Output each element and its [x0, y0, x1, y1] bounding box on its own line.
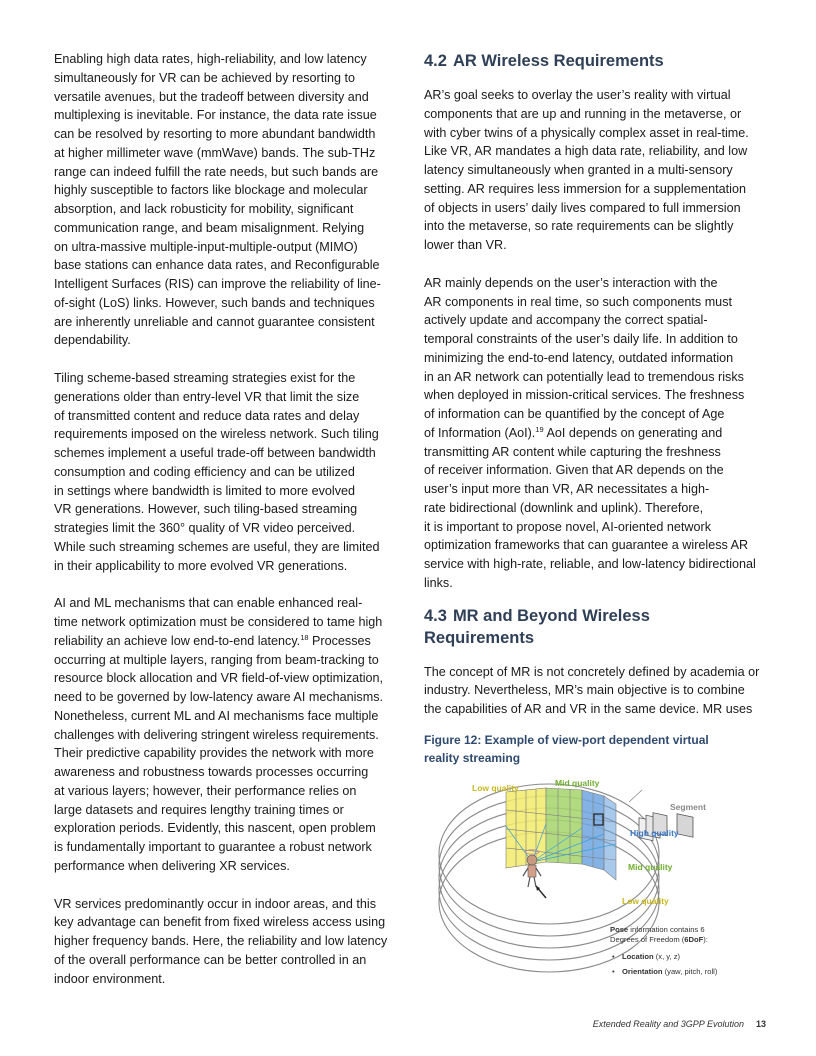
- text-block: [54, 594, 392, 632]
- text-line: at various layers; however, their performance relies on: [54, 783, 357, 798]
- text-line: of transmitted content and reduce data rates and delay: [54, 408, 360, 423]
- page-footer: [560, 1019, 766, 1029]
- text-line: Their predictive capability provides the network with more: [54, 746, 374, 761]
- pose-info-line2: Degrees of Freedom (6DoF):: [610, 935, 708, 944]
- ref-line-18: reliability an achieve low end-to-end latency.$^{18}$ Processes: [54, 632, 371, 648]
- text-line: reality streaming: [424, 750, 521, 765]
- text-line: are inherently unreliable and cannot guarantee consistent: [54, 314, 375, 329]
- text-line: components that are up and running in the metaverse, or: [424, 106, 742, 121]
- text-line: in settings where bandwidth is limited to more evolved: [54, 483, 356, 498]
- text-line: is fundamentally important to guarantee a robust network: [54, 840, 372, 854]
- paragraph-ar-interaction: [424, 274, 760, 593]
- text-line: multiplexing is inevitable. For instance, the data rate issue: [54, 108, 377, 123]
- text-line: base stations can enhance data rates, and Reconfigurable: [54, 258, 380, 273]
- tile-grid: [506, 788, 616, 880]
- text-line: rate bidirectional (downlink and uplink). Therefore,: [424, 500, 704, 515]
- text-line: highly susceptible to factors like blockage and molecular: [54, 183, 368, 198]
- label-low-quality: Low quality: [622, 896, 669, 906]
- text-line: While such streaming schemes are useful, they are limited: [54, 539, 380, 554]
- text-line: lower than VR.: [424, 238, 507, 252]
- text-line: of receiver information. Given that AR depends on the: [424, 463, 724, 478]
- text-line: service with high-rate, reliable, and low-latency bidirectional: [424, 557, 756, 571]
- footer-title: Extended Reality and 3GPP Evolution: [592, 1019, 744, 1029]
- label-low-quality-top: Low quality: [472, 783, 519, 793]
- page-number: 13: [755, 1019, 766, 1029]
- text-line: on ultra-massive multiple-input-multiple-output (MIMO): [54, 239, 358, 254]
- text-line: VR generations. However, such tiling-based streaming: [54, 502, 358, 517]
- text-line: absorption, and lack robusticity for mobility, significant: [54, 202, 354, 216]
- paragraph-bandwidth: [54, 50, 392, 350]
- text-line: can be resolved by resorting to more abundant bandwidth: [54, 127, 376, 141]
- footnote-ref-19[interactable]: 19: [535, 424, 544, 434]
- text-line: AI and ML mechanisms that can enable enhanced real-: [54, 596, 363, 611]
- text-line: Nonetheless, current ML and AI mechanisms face multiple: [54, 708, 379, 723]
- text-line: simultaneously for VR can be achieved by resorting to: [54, 70, 356, 85]
- text-line: versatile avenues, but the tradeoff between diversity and: [54, 89, 369, 104]
- section-heading-4-2: 4.2 AR Wireless Requirements: [424, 52, 664, 70]
- text-line: user’s input more than VR, AR necessitates a high-: [424, 482, 710, 496]
- text-line: occurring at multiple layers, ranging from beam-tracking to: [54, 652, 379, 667]
- text-line: the capabilities of AR and VR in the same device. MR uses: [424, 702, 753, 716]
- footnote-ref-18[interactable]: 18: [300, 632, 309, 642]
- paragraph-indoor: [54, 895, 392, 989]
- text-line: transmitting AR content while capturing the freshness: [424, 444, 721, 459]
- text-line: large datasets and requires lengthy training times or: [54, 802, 344, 817]
- text-line: performance when delivering XR services.: [54, 858, 290, 873]
- text-line: challenges with delivering stringent wireless requirements.: [54, 727, 379, 742]
- text-line: dependability.: [54, 333, 131, 348]
- ref-line-19: of Information (AoI).$^{19}$ AoI depends on generating and: [424, 424, 723, 440]
- text-line: links.: [424, 575, 453, 590]
- pose-info-line1: Pose information contains 6: [610, 925, 705, 934]
- text-line: consumption and coding efficiency and can be utilized: [54, 464, 355, 479]
- bullet-orientation: • Orientation (yaw, pitch, roll): [612, 967, 718, 976]
- text-line: industry. Nevertheless, MR’s main objective is to combine: [424, 683, 745, 698]
- text-line: range can indeed fulfill the rate needs, but such bands are: [54, 164, 379, 179]
- text-line: awareness and robustness towards processes occurring: [54, 765, 369, 779]
- text-line: Enabling high data rates, high-reliability, and low latency: [54, 52, 367, 66]
- text-line: minimizing the end-to-end latency, outdated information: [424, 350, 734, 365]
- text-line: when deployed in mission-critical services. The freshness: [424, 388, 745, 403]
- paragraph-ai-ml: [54, 594, 392, 875]
- text-line: The concept of MR is not concretely defined by academia or: [424, 664, 760, 679]
- paragraph-ar-goal: [424, 86, 760, 255]
- text-line: requirements imposed on the wireless network. Such tiling: [54, 427, 379, 442]
- text-block: [54, 651, 392, 876]
- text-line: Intelligent Surfaces (RIS) can improve the reliability of line-: [54, 277, 381, 291]
- tile-edge: [604, 796, 616, 880]
- text-block: [424, 274, 760, 424]
- text-line: it is important to propose novel, AI-oriented network: [424, 519, 712, 534]
- text-line: with cyber twins of a physically complex asset in real-time.: [424, 125, 749, 140]
- text-line: strategies limit the 360° quality of VR video perceived.: [54, 521, 356, 535]
- text-line: resource block allocation and VR field-of-view optimization,: [54, 671, 383, 686]
- label-segment: Segment: [670, 802, 706, 812]
- text-line: AR’s goal seeks to overlay the user’s reality with virtual: [424, 88, 731, 102]
- paragraph-tiling: [54, 369, 392, 575]
- text-line: indoor environment.: [54, 971, 166, 986]
- text-line: of information can be quantified by the concept of Age: [424, 407, 725, 421]
- bullet-location: • Location (x, y, z): [612, 952, 681, 961]
- left-column: [54, 50, 392, 988]
- text-line: generations older than entry-level VR that limit the size: [54, 389, 360, 404]
- text-line: Tiling scheme-based streaming strategies exist for the: [54, 371, 356, 385]
- text-line: AR mainly depends on the user’s interaction with the: [424, 275, 718, 290]
- text-line: in an AR network can potentially lead to tremendous risks: [424, 369, 744, 384]
- label-mid-quality: Mid quality: [628, 862, 673, 872]
- label-high-quality: High quality: [630, 828, 679, 838]
- text-line: key advantage can benefit from fixed wireless access using: [54, 915, 386, 930]
- text-line: need to be governed by low-latency aware AI mechanisms.: [54, 690, 384, 704]
- text-line: Like VR, AR mandates a high data rate, reliability, and low: [424, 144, 748, 159]
- text-block: [424, 443, 760, 593]
- text-line: communication range, and beam misalignment. Relying: [54, 220, 365, 235]
- text-line: into the metaverse, so rate requirements can be slightly: [424, 219, 734, 234]
- viewport-diagram: [424, 752, 764, 982]
- text-line: exploration periods. Evidently, this nascent, open problem: [54, 821, 376, 836]
- text-line: VR services predominantly occur in indoor areas, and this: [54, 896, 376, 911]
- paragraph-mr-concept: [424, 663, 760, 719]
- text-line: schemes implement a useful trade-off between bandwidth: [54, 446, 376, 460]
- text-line: Figure 12: Example of view-port dependent virtual: [424, 732, 709, 747]
- text-line: temporal constraints of the user’s daily life. In addition to: [424, 332, 738, 346]
- text-line: AR components in real time, so such components must: [424, 294, 732, 309]
- right-column: [424, 50, 760, 786]
- text-line: optimization frameworks that can guarantee a wireless AR: [424, 538, 749, 553]
- text-line: actively update and accompany the correct spatial-: [424, 313, 708, 328]
- section-heading-4-3: 4.3 MR and Beyond Wireless Requirements: [424, 606, 650, 647]
- text-line: in their applicability to more evolved VR generations.: [54, 558, 348, 573]
- text-line: of-sight (LoS) links. However, such bands and techniques: [54, 295, 375, 310]
- figure-viewport-streaming: [424, 752, 764, 982]
- text-line: latency simultaneously when granted in a multi-sensory: [424, 163, 733, 177]
- text-line: of the overall performance can be better controlled in an: [54, 952, 367, 967]
- text-line: setting. AR requires less immersion for a supplementation: [424, 181, 746, 196]
- label-mid-quality-top: Mid quality: [555, 778, 600, 788]
- text-line: of objects in users’ daily lives compared to full immersion: [424, 200, 741, 215]
- text-line: at higher millimeter wave (mmWave) bands. The sub-THz: [54, 145, 376, 160]
- text-line: time network optimization must be considered to tame high: [54, 615, 383, 629]
- text-line: higher frequency bands. Here, the reliability and low latency: [54, 934, 388, 948]
